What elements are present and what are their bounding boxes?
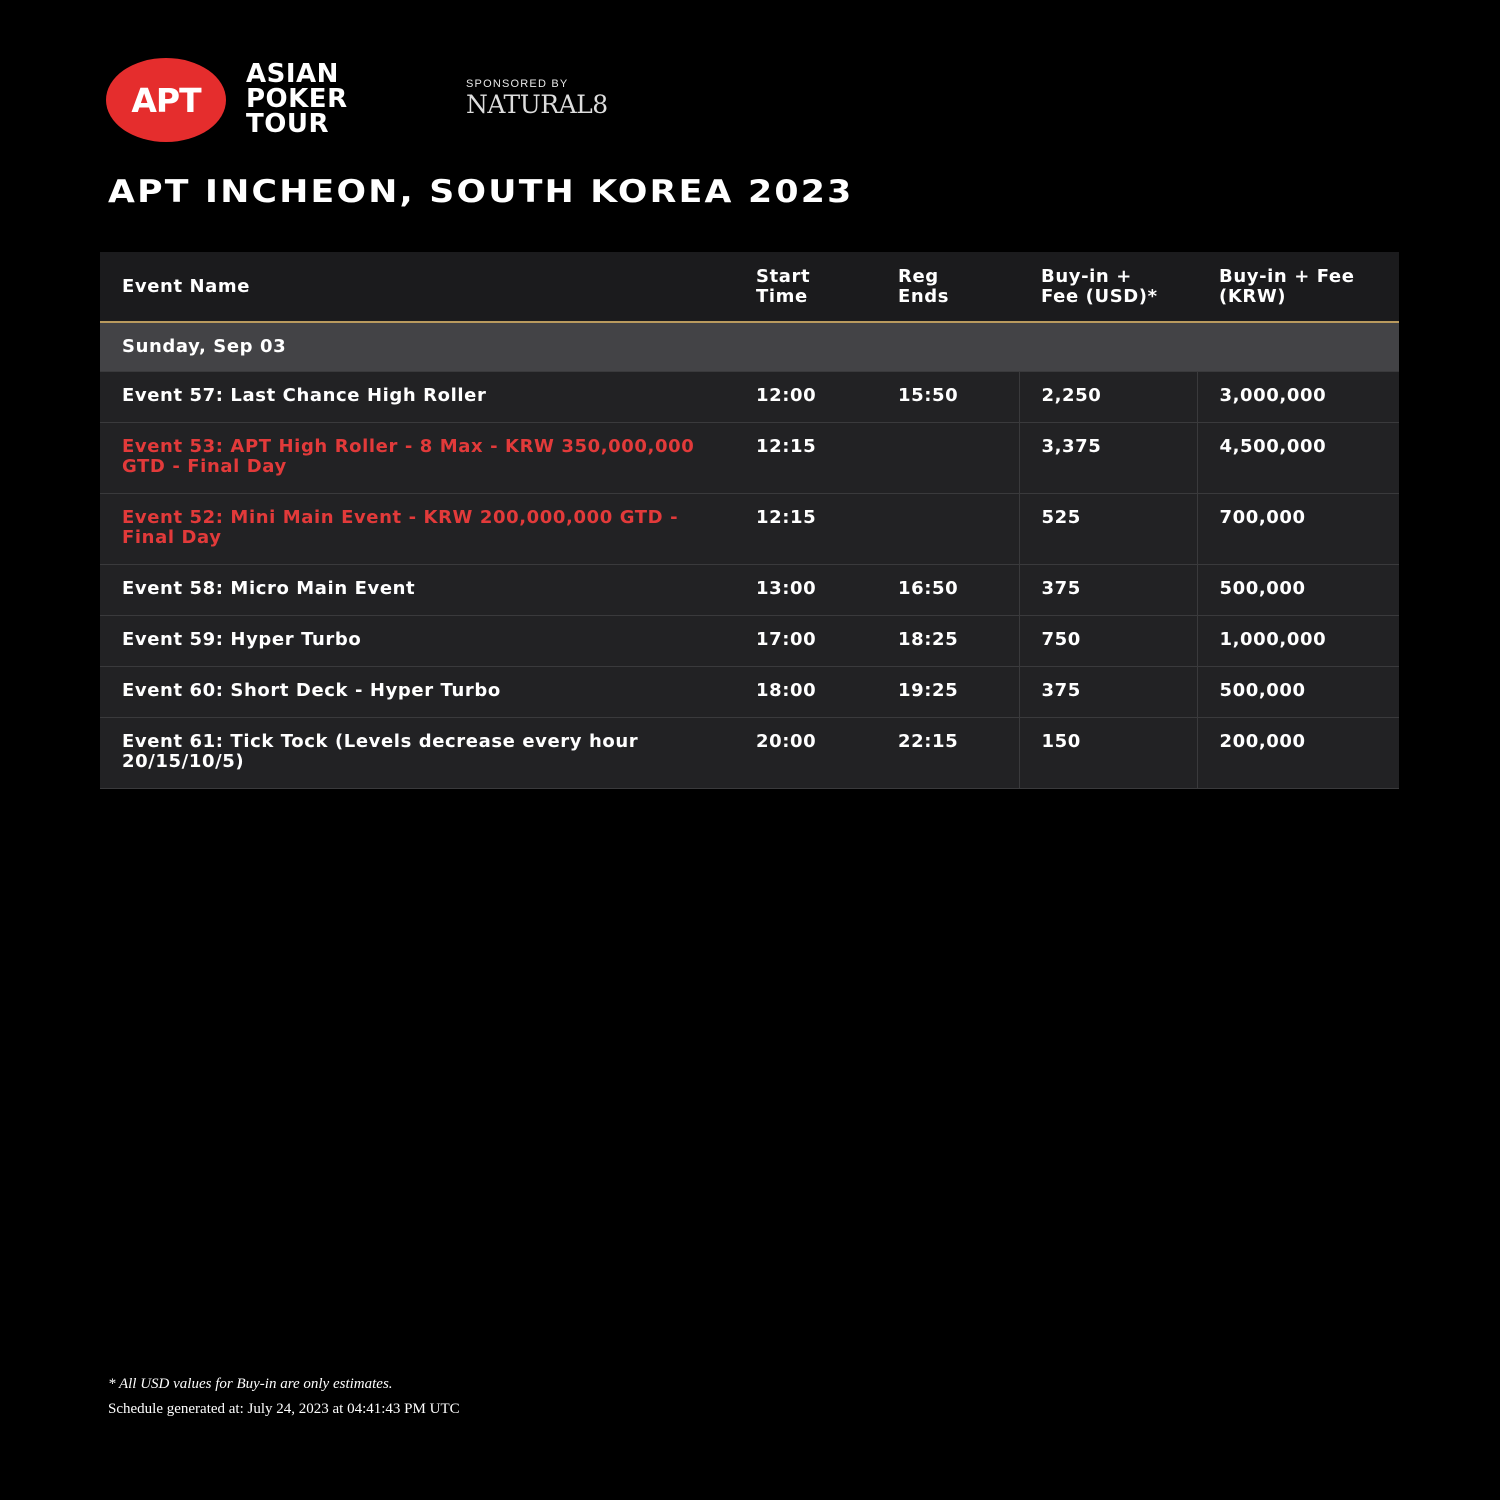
buyin-usd: 375 [1019, 667, 1197, 718]
event-name: Event 60: Short Deck - Hyper Turbo [100, 667, 734, 718]
sponsor-logo: NATURAL8 [466, 90, 608, 119]
event-name: Event 61: Tick Tock (Levels decrease every hour 20/15/10/5) [100, 718, 734, 789]
buyin-krw: 200,000 [1197, 718, 1399, 789]
sponsor-block [466, 78, 608, 119]
event-name: Event 58: Micro Main Event [100, 565, 734, 616]
start-time: 12:15 [734, 423, 876, 494]
logo-text: APT [131, 80, 201, 120]
start-time: 17:00 [734, 616, 876, 667]
table-row [100, 667, 1399, 718]
table-row [100, 565, 1399, 616]
apt-logo [106, 58, 226, 142]
start-time: 13:00 [734, 565, 876, 616]
reg-ends: 22:15 [876, 718, 1019, 789]
buyin-krw: 3,000,000 [1197, 372, 1399, 423]
table-row [100, 423, 1399, 494]
column-header-buyin-krw: Buy-in + Fee (KRW) [1197, 252, 1399, 322]
reg-ends [876, 423, 1019, 494]
start-time: 20:00 [734, 718, 876, 789]
reg-ends: 18:25 [876, 616, 1019, 667]
column-header-buyin-usd: Buy-in + Fee (USD)* [1019, 252, 1197, 322]
schedule-table [100, 252, 1399, 789]
buyin-usd: 525 [1019, 494, 1197, 565]
brand-line: TOUR [246, 109, 329, 139]
brand-line: POKER [246, 84, 348, 114]
event-name: Event 59: Hyper Turbo [100, 616, 734, 667]
reg-ends: 16:50 [876, 565, 1019, 616]
table-row [100, 718, 1399, 789]
day-label: Sunday, Sep 03 [100, 322, 1399, 372]
buyin-usd: 375 [1019, 565, 1197, 616]
column-header-event-name: Event Name [100, 252, 734, 322]
reg-ends: 19:25 [876, 667, 1019, 718]
page-title: APT INCHEON, SOUTH KOREA 2023 [108, 174, 854, 210]
table-row [100, 372, 1399, 423]
buyin-krw: 500,000 [1197, 667, 1399, 718]
buyin-krw: 1,000,000 [1197, 616, 1399, 667]
buyin-usd: 750 [1019, 616, 1197, 667]
column-header-reg-ends: Reg Ends [876, 252, 1019, 322]
column-header-start-time: Start Time [734, 252, 876, 322]
buyin-usd: 150 [1019, 718, 1197, 789]
start-time: 18:00 [734, 667, 876, 718]
table-header-row [100, 252, 1399, 322]
generated-timestamp: Schedule generated at: July 24, 2023 at 04:41:43 PM UTC [108, 1401, 460, 1417]
brand-line: ASIAN [246, 59, 339, 89]
buyin-krw: 700,000 [1197, 494, 1399, 565]
day-row [100, 322, 1399, 372]
sponsor-label: SPONSORED BY [466, 78, 569, 90]
reg-ends: 15:50 [876, 372, 1019, 423]
event-name: Event 53: APT High Roller - 8 Max - KRW 350,000,000 GTD - Final Day [100, 423, 734, 494]
reg-ends [876, 494, 1019, 565]
event-name: Event 52: Mini Main Event - KRW 200,000,000 GTD - Final Day [100, 494, 734, 565]
table-row [100, 616, 1399, 667]
event-name: Event 57: Last Chance High Roller [100, 372, 734, 423]
buyin-krw: 500,000 [1197, 565, 1399, 616]
start-time: 12:00 [734, 372, 876, 423]
table-row [100, 494, 1399, 565]
start-time: 12:15 [734, 494, 876, 565]
usd-estimate-note: * All USD values for Buy-in are only estimates. [108, 1376, 393, 1392]
brand-name [246, 59, 348, 139]
buyin-usd: 2,250 [1019, 372, 1197, 423]
buyin-usd: 3,375 [1019, 423, 1197, 494]
buyin-krw: 4,500,000 [1197, 423, 1399, 494]
